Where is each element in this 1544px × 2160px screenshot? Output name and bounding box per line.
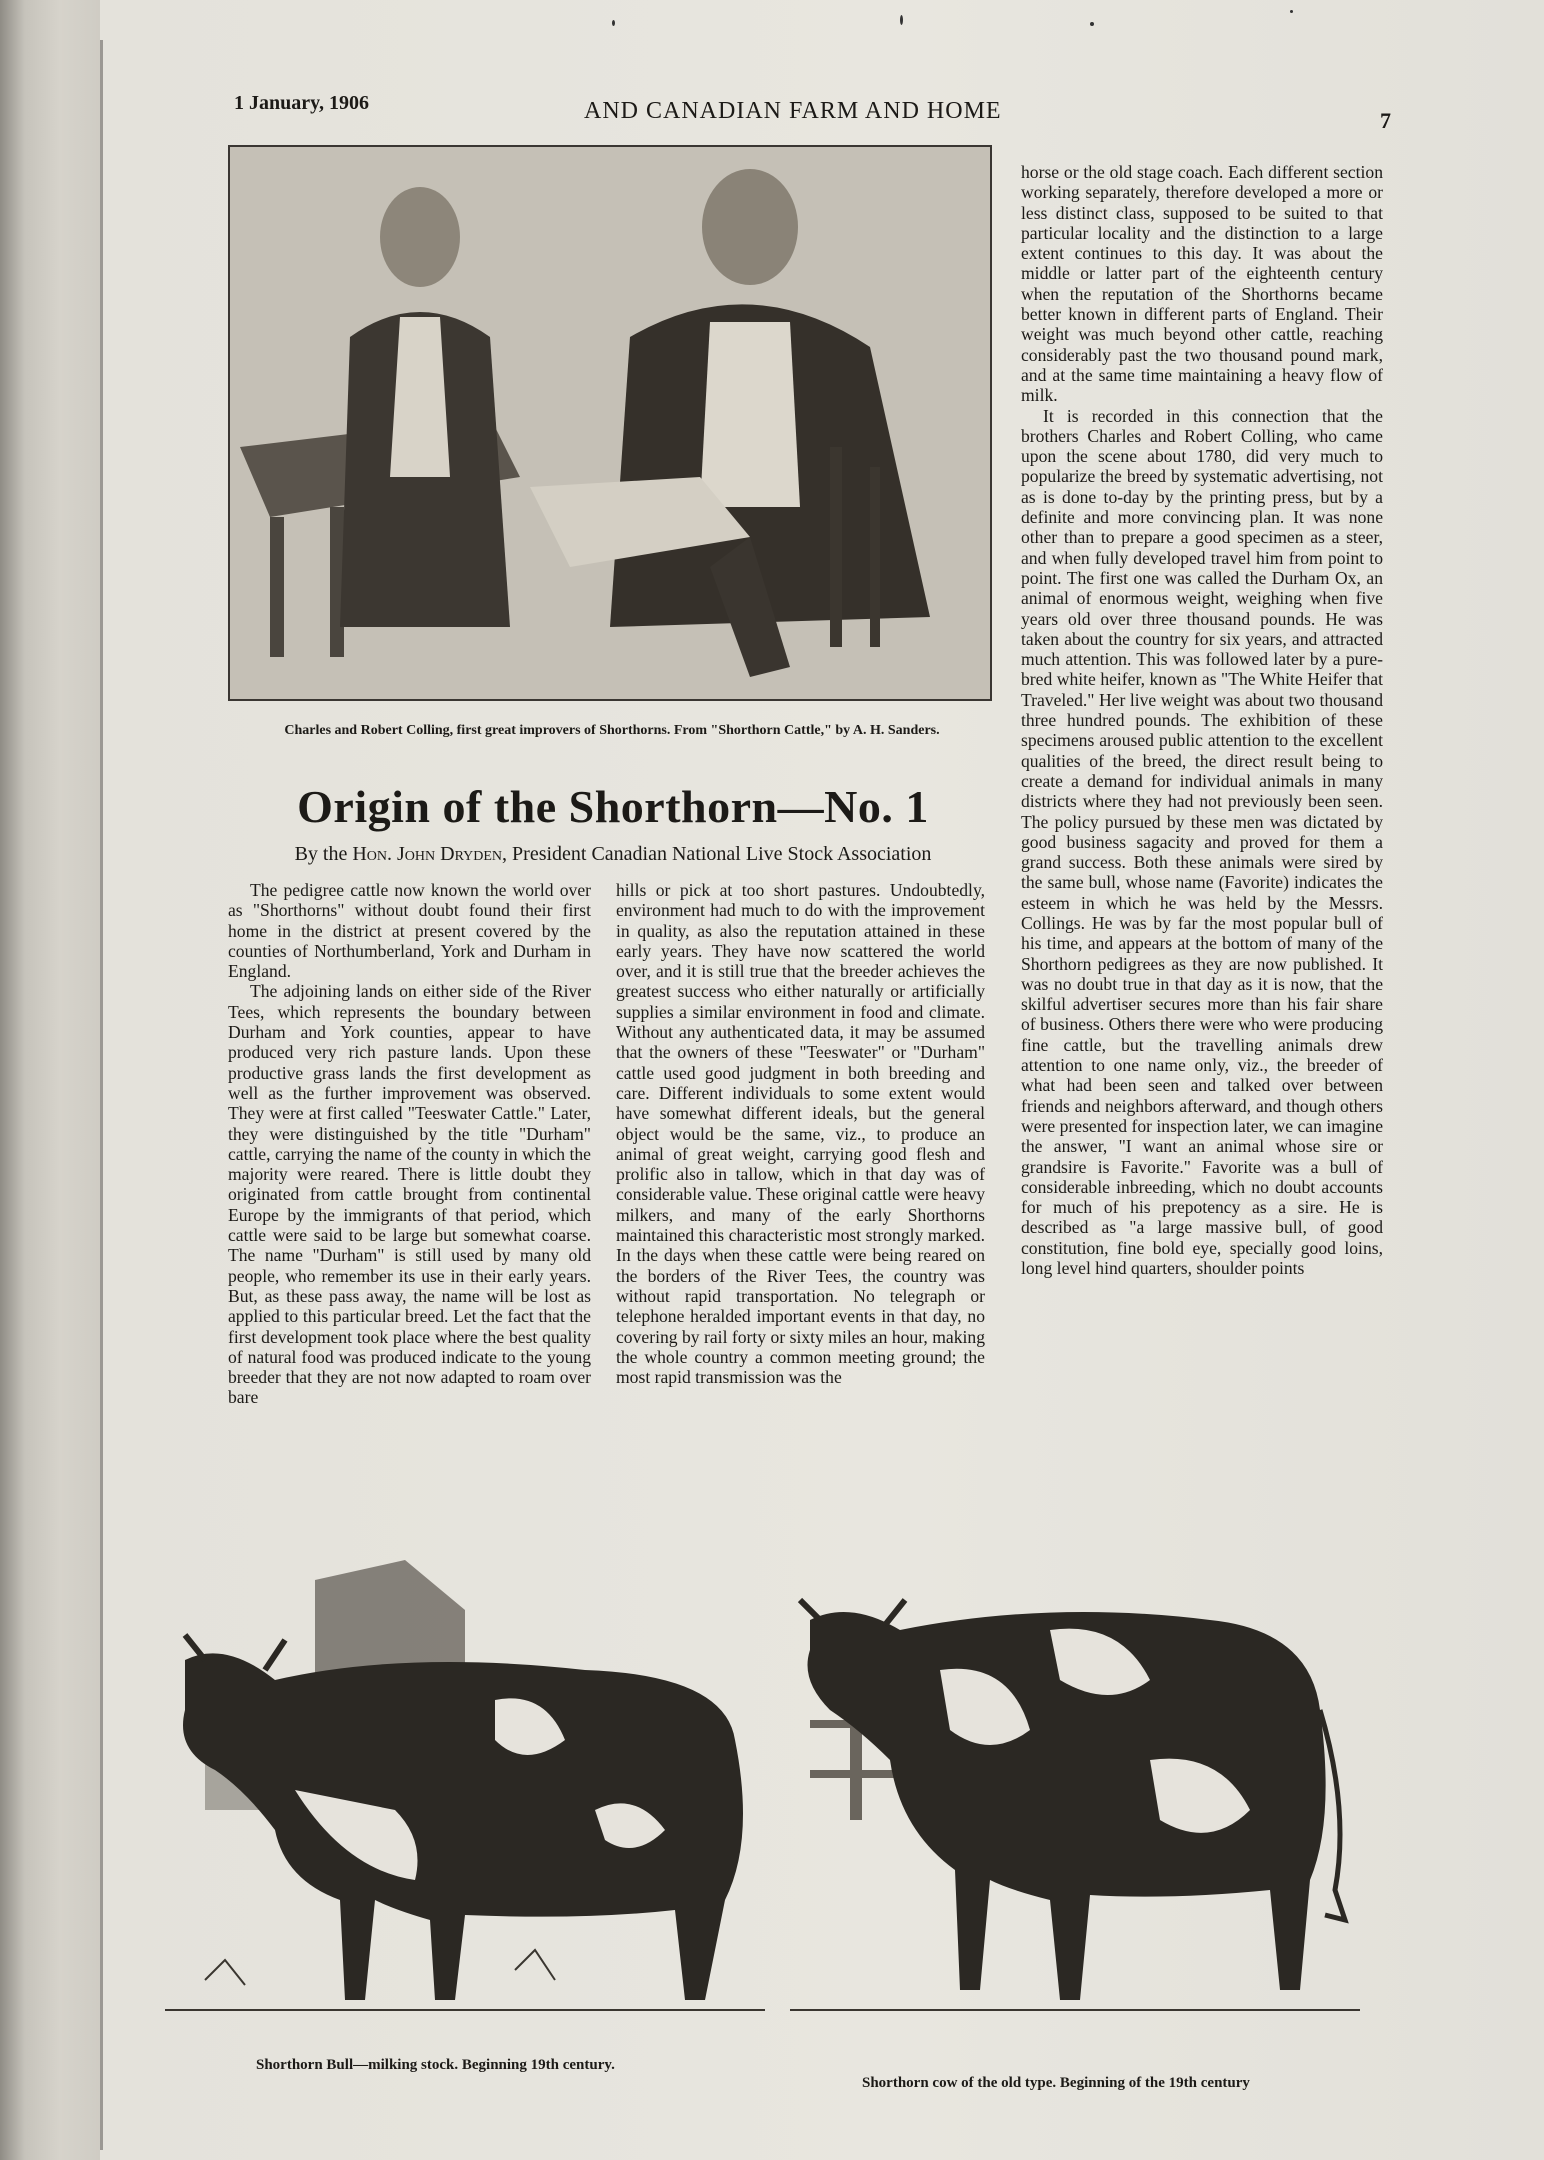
byline-prefix: By the (294, 843, 353, 865)
shorthorn-cow-engraving (790, 1560, 1370, 2030)
byline-suffix: , President Canadian National Live Stock Association (502, 843, 932, 865)
page-edge-line (100, 40, 103, 2150)
article-column-3 (1021, 162, 1383, 1537)
author-name: Hon. John Dryden (352, 843, 503, 865)
article-title: Origin of the Shorthorn—No. 1 (297, 781, 929, 832)
page-number: 7 (1380, 108, 1391, 133)
byline (228, 843, 998, 866)
shorthorn-bull-engraving (165, 1540, 777, 2040)
cow-caption: Shorthorn cow of the old type. Beginning of the 19th century (862, 2075, 1250, 2091)
scan-speck (1290, 10, 1293, 13)
paragraph: The adjoining lands on either side of the River Tees, which represents the boundary between Durham and York counties, appear to have produced very rich pasture lands. Upon these productive grass lands the first development as well as the further improvement was observed. They were at first called "Teeswater Cattle." Later, they were distinguished by the title "Durham" cattle, carrying the name of the county in which the majority were reared. There is little doubt they originated from cattle brought from continental Europe by the immigrants of that period, which cattle were said to be large but somewhat coarse. The name "Durham" is still used by many old people, who remember its use in their early years. But, as these pass away, the name will be lost as applied to this particular breed. Let the fact that the first development took place where the best quality of natural food was produced indicate to the young breeder that they are not now adapted to roam over bare (228, 981, 591, 1408)
article-column-2 (616, 880, 985, 1522)
scan-edge-strip (0, 0, 100, 2160)
bull-caption: Shorthorn Bull—milking stock. Beginning 19th century. (256, 2057, 615, 2073)
scan-speck (900, 15, 903, 25)
scan-speck (612, 20, 615, 26)
header-title: AND CANADIAN FARM AND HOME (584, 98, 1002, 124)
paragraph: horse or the old stage coach. Each different section working separately, therefore developed a more or less distinct class, supposed to be suited to that particular locality and the distinction to a large extent continues to this day. It was about the middle or latter part of the eighteenth century when the reputation of the Shorthorns became better known in different parts of England. Their weight was much beyond other cattle, reaching considerably past the two thousand pound mark, and at the same time maintaining a heavy flow of milk. (1021, 162, 1383, 406)
header-date: 1 January, 1906 (234, 92, 370, 114)
paragraph: It is recorded in this connection that the brothers Charles and Robert Colling, who came upon the scene about 1780, did very much to popularize the breed by systematic advertising, not as is done to-day by the printing press, but by a definite and more convincing plan. It was none other than to prepare a good specimen as a steer, and when fully developed travel him from point to point. The first one was called the Durham Ox, an animal of enormous weight, weighing when five years old over three thousand pounds. He was taken about the country for six years, and attracted much attention. This was followed later by a pure-bred white heifer, known as "The White Heifer that Traveled." Her live weight was about two thousand three hundred pounds. The exhibition of these specimens aroused public attention to the excellent qualities of the breed, the direct result being to create a demand for individual animals in many districts where they had not previously been seen. The policy pursued by these men was dictated by good business sagacity and proved for them a grand success. Both these animals were sired by the same bull, whose name (Favorite) indicates the esteem in which he was held by the Messrs. Collings. He was by far the most popular bull of his time, and appears at the bottom of many of the Shorthorn pedigrees as they are now published. It was no doubt true in that day as it is now, that the skilful advertiser secures more than his fair share of business. Others there were who were producing fine cattle, but the travelling animals drew attention to one name only, viz., the breeder of what had been seen and talked over between friends and neighbors afterward, and though others were presented for inspection later, we can imagine the answer, "I want an animal whose sire or grandsire is Favorite." Favorite was a bull of considerable inbreeding, which no doubt accounts for much of his prepotency as a sire. He is described as "a large massive bull, of good constitution, fine bold eye, specially good loins, long level hind quarters, shoulder points (1021, 405, 1383, 1279)
scan-speck (1090, 22, 1094, 26)
paragraph: hills or pick at too short pastures. Undoubtedly, environment had much to do with the improvement in quality, as also the reputation attained in these early years. They have now scattered the world over, and it is still true that the breeder achieves the greatest success who either naturally or artificially supplies a similar environment in food and climate. Without any authenticated data, it may be assumed that the owners of these "Teeswater" or "Durham" cattle used good judgment in both breeding and care. Different individuals to some extent would have somewhat different ideals, but the general object would be the same, viz., to produce an animal of great weight, carrying good flesh and prolific also in tallow, which in that day was of considerable value. These original cattle were heavy milkers, and many of the early Shorthorns maintained this characteristic most strongly marked. In the days when these cattle were being reared on the borders of the River Tees, the country was without rapid transportation. No telegraph or telephone heralded important events in that day, no covering by rail forty or sixty miles an hour, making the whole country a common meeting ground; the most rapid transmission was the (616, 880, 985, 1388)
colling-brothers-portrait (228, 145, 992, 701)
article-column-1 (228, 880, 591, 1522)
paragraph: The pedigree cattle now known the world over as "Shorthorns" without doubt found their first home in the district at present covered by the counties of Northumberland, York and Durham in England. (228, 880, 591, 982)
portrait-caption: Charles and Robert Colling, first great improvers of Shorthorns. From "Shorthorn Cattle," by A. H. Sanders. (284, 723, 940, 738)
